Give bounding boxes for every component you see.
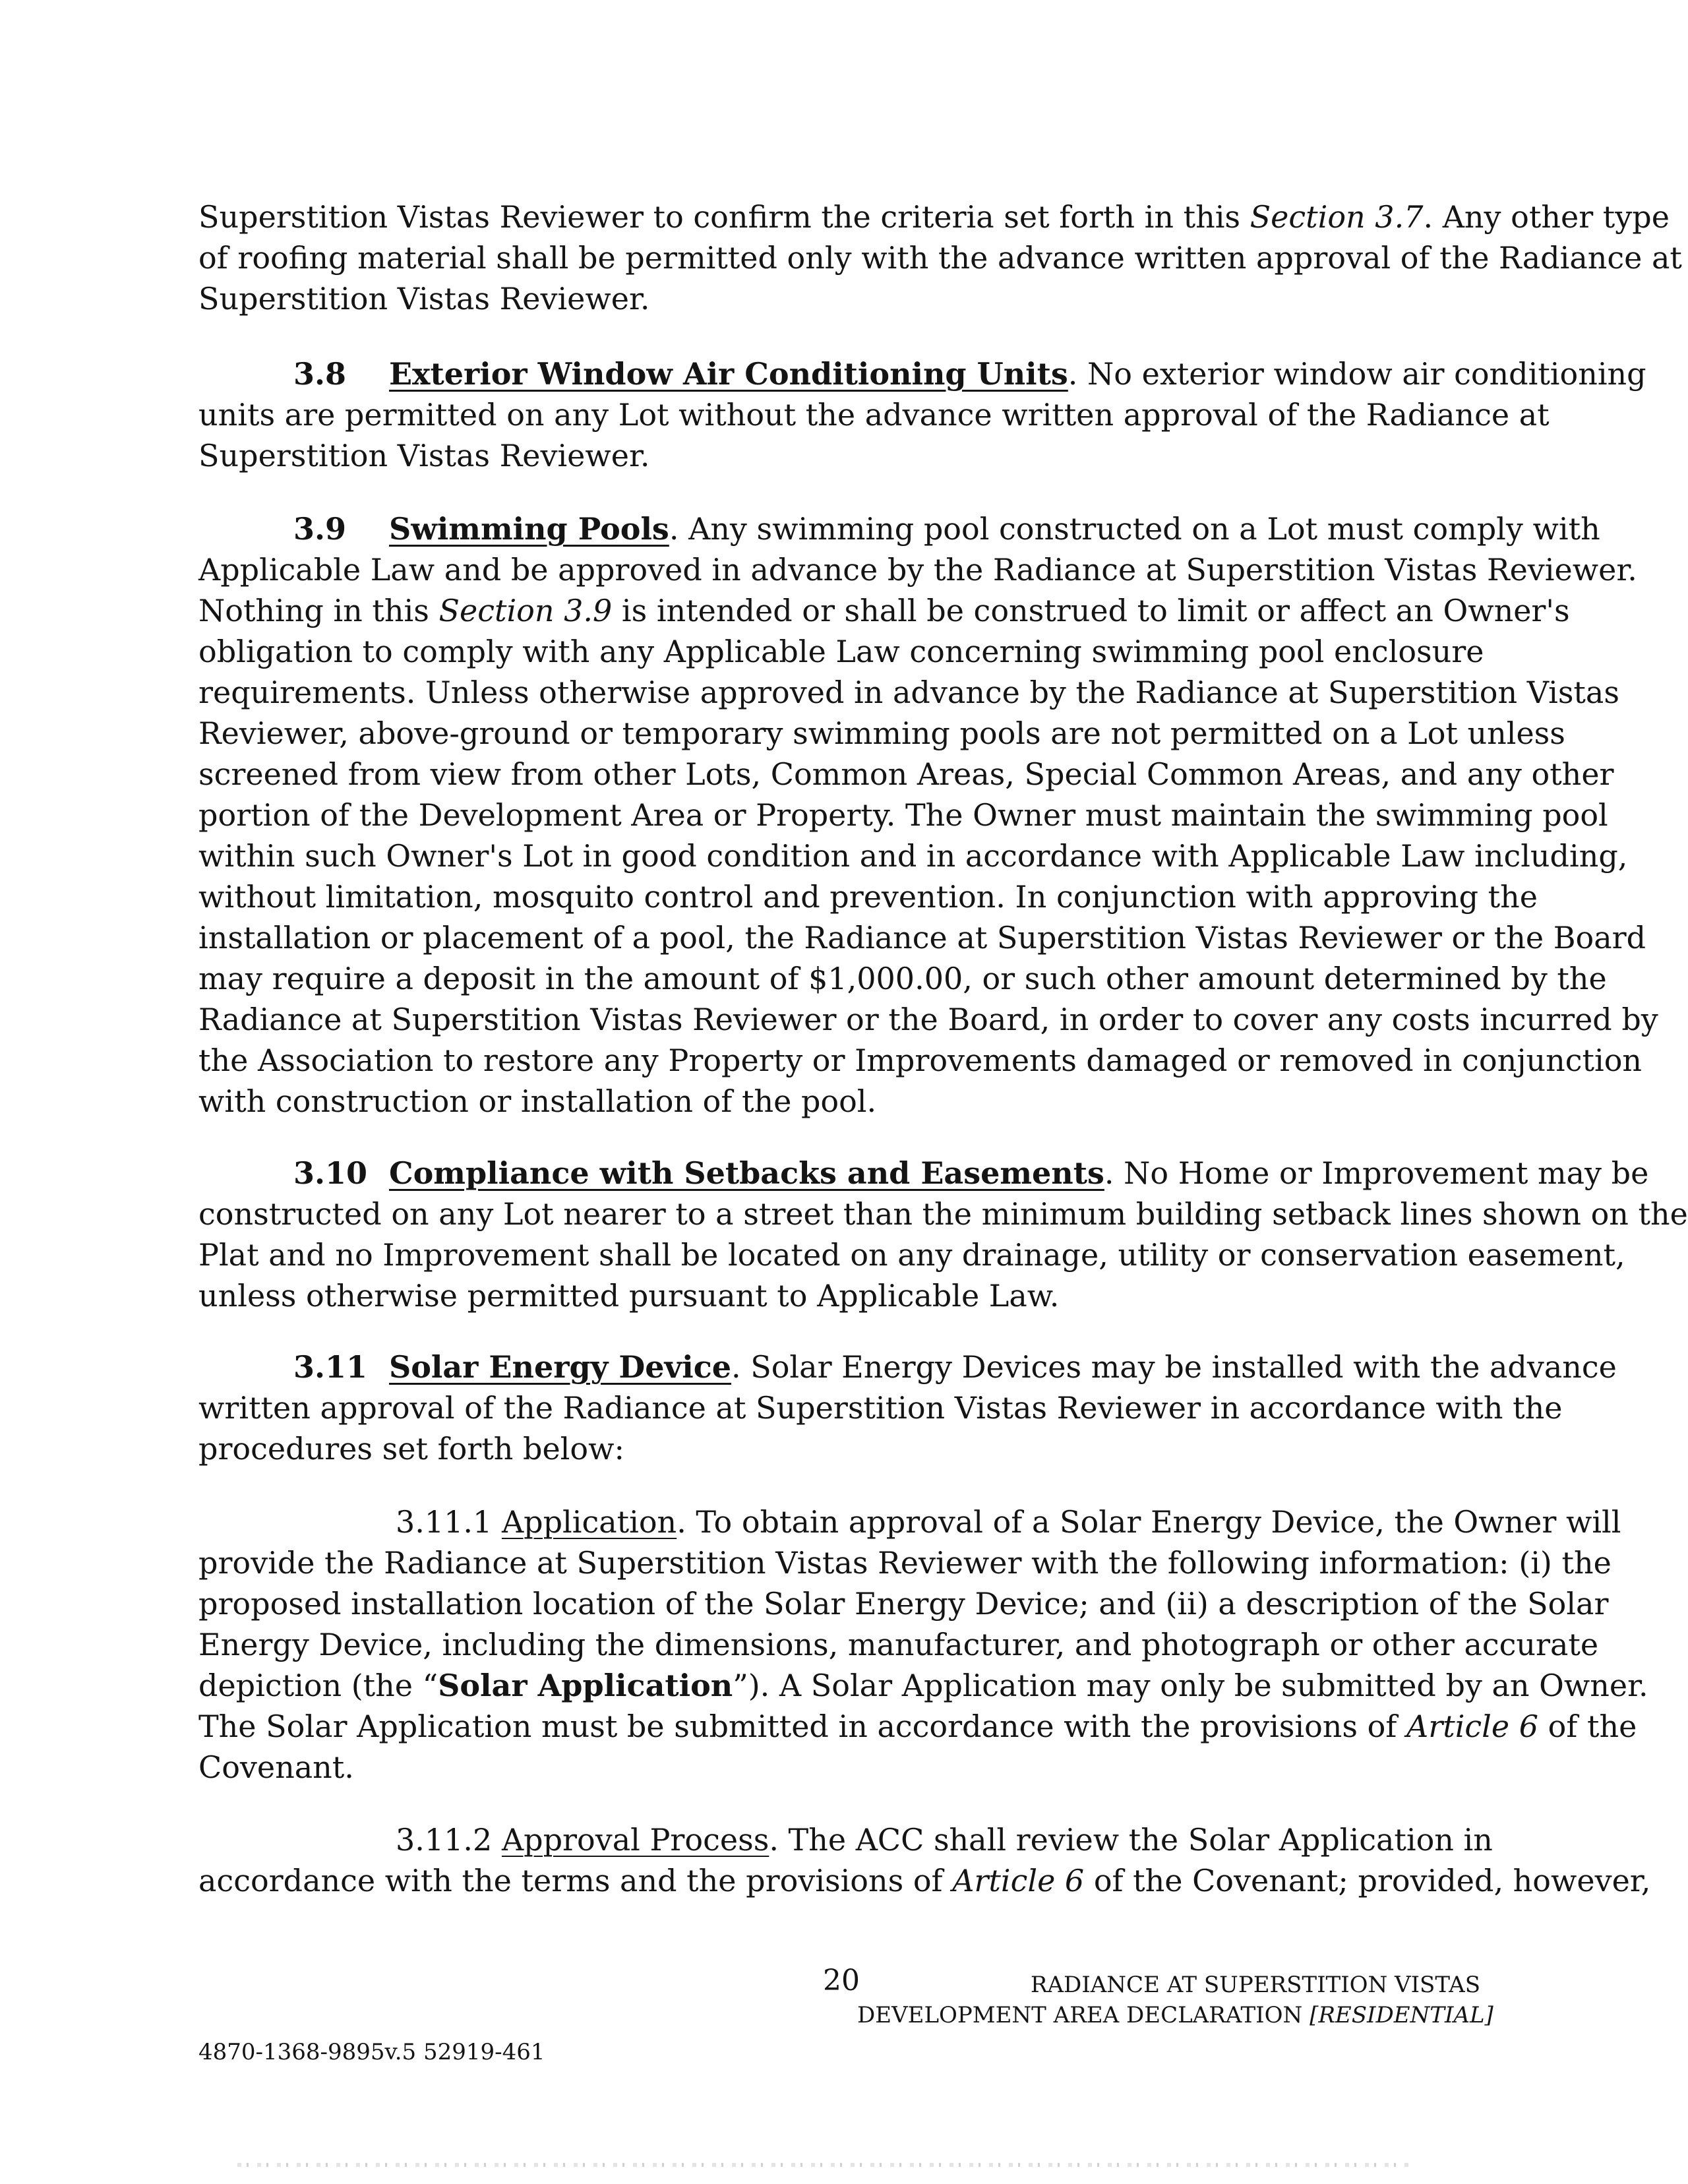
section-3-11-heading-line: 3.11 Solar Energy Device. Solar Energy Devices may be installed with the advance bbox=[293, 1347, 1480, 1387]
intro-line-1: Superstition Vistas Reviewer to confirm the criteria set forth in this Section 3.7. Any other type bbox=[198, 199, 1670, 235]
section-3-9-line: Radiance at Superstition Vistas Reviewer or the Board, in order to cover any costs incurred by bbox=[198, 1002, 1658, 1037]
section-3-11-1-line: proposed installation location of the Solar Energy Device; and (ii) a description of the Solar bbox=[198, 1586, 1609, 1622]
section-number: 3.11.1 bbox=[396, 1504, 493, 1540]
section-heading: Swimming Pools bbox=[389, 511, 669, 547]
section-number: 3.10 bbox=[293, 1155, 368, 1191]
section-3-9-line: screened from view from other Lots, Common Areas, Special Common Areas, and any other bbox=[198, 756, 1614, 792]
section-3-8-heading-line: 3.8 Exterior Window Air Conditioning Units. No exterior window air conditioning bbox=[293, 353, 1480, 394]
section-3-10-heading-line: 3.10 Compliance with Setbacks and Easements. No Home or Improvement may be bbox=[293, 1153, 1480, 1194]
section-3-11-2-heading-line: 3.11.2 Approval Process. The ACC shall review the Solar Application in bbox=[396, 1822, 1493, 1858]
section-3-10-line: constructed on any Lot nearer to a street than the minimum building setback lines shown on the bbox=[198, 1196, 1688, 1232]
section-3-9-line: without limitation, mosquito control and prevention. In conjunction with approving the bbox=[198, 879, 1538, 915]
section-3-11-1-heading-line: 3.11.1 Application. To obtain approval of a Solar Energy Device, the Owner will bbox=[396, 1504, 1621, 1540]
section-3-9-line: may require a deposit in the amount of $1,000.00, or such other amount determined by the bbox=[198, 961, 1607, 996]
section-heading: Application bbox=[501, 1504, 677, 1540]
section-3-8-line-2: units are permitted on any Lot without the advance written approval of the Radiance at bbox=[198, 397, 1550, 433]
section-3-9-line: within such Owner's Lot in good condition and in accordance with Applicable Law including, bbox=[198, 838, 1628, 874]
document-id: 4870-1368-9895v.5 52919-461 bbox=[198, 2039, 545, 2065]
section-3-10-line: Plat and no Improvement shall be located on any drainage, utility or conservation easement, bbox=[198, 1237, 1625, 1273]
section-3-9-line: requirements. Unless otherwise approved in advance by the Radiance at Superstition Vistas bbox=[198, 675, 1619, 710]
section-3-11-1-line: The Solar Application must be submitted in accordance with the provisions of Article 6 of the bbox=[198, 1709, 1637, 1744]
section-heading: Exterior Window Air Conditioning Units bbox=[389, 356, 1068, 392]
section-number: 3.8 bbox=[293, 356, 347, 392]
section-3-9-heading-line: 3.9 Swimming Pools. Any swimming pool constructed on a Lot must comply with bbox=[293, 508, 1480, 549]
section-3-9-line: Reviewer, above-ground or temporary swimming pools are not permitted on a Lot unless bbox=[198, 715, 1565, 751]
section-3-11-2-line: accordance with the terms and the provisions of Article 6 of the Covenant; provided, however, bbox=[198, 1863, 1651, 1898]
section-3-9-line: Applicable Law and be approved in advance by the Radiance at Superstition Vistas Reviewer. bbox=[198, 552, 1637, 588]
section-3-11-line: procedures set forth below: bbox=[198, 1431, 624, 1467]
section-heading: Approval Process bbox=[501, 1822, 769, 1858]
section-3-9-line: with construction or installation of the pool. bbox=[198, 1083, 877, 1119]
footer-title-line-1: RADIANCE AT SUPERSTITION VISTAS bbox=[1030, 1972, 1480, 1998]
section-3-11-1-line: Covenant. bbox=[198, 1749, 354, 1785]
intro-line-3: Superstition Vistas Reviewer. bbox=[198, 281, 650, 317]
section-3-11-1-line: Energy Device, including the dimensions, manufacturer, and photograph or other accurate bbox=[198, 1627, 1599, 1662]
section-3-9-line: installation or placement of a pool, the Radiance at Superstition Vistas Reviewer or the Board bbox=[198, 920, 1646, 956]
section-3-11-line: written approval of the Radiance at Superstition Vistas Reviewer in accordance with the bbox=[198, 1390, 1563, 1426]
section-3-11-1-line: depiction (the “Solar Application”). A Solar Application may only be submitted by an Owner. bbox=[198, 1668, 1648, 1703]
section-number: 3.11.2 bbox=[396, 1822, 493, 1858]
section-3-8-line-3: Superstition Vistas Reviewer. bbox=[198, 438, 650, 473]
section-3-9-line: the Association to restore any Property or Improvements damaged or removed in conjunction bbox=[198, 1043, 1643, 1078]
defined-term: Solar Application bbox=[438, 1668, 733, 1703]
section-3-10-line: unless otherwise permitted pursuant to Applicable Law. bbox=[198, 1278, 1060, 1314]
section-number: 3.9 bbox=[293, 511, 347, 547]
footer-title-line-2: DEVELOPMENT AREA DECLARATION [RESIDENTIAL] bbox=[857, 2002, 1493, 2028]
section-heading: Compliance with Setbacks and Easements bbox=[389, 1155, 1104, 1191]
intro-line-2: of roofing material shall be permitted only with the advance written approval of the Radiance at bbox=[198, 240, 1682, 276]
section-3-11-1-line: provide the Radiance at Superstition Vistas Reviewer with the following information: (i) the bbox=[198, 1545, 1612, 1581]
section-3-9-line: obligation to comply with any Applicable Law concerning swimming pool enclosure bbox=[198, 634, 1484, 669]
scan-artifact-line bbox=[237, 2163, 1411, 2167]
section-3-9-line: portion of the Development Area or Property. The Owner must maintain the swimming pool bbox=[198, 797, 1608, 833]
section-3-9-line: Nothing in this Section 3.9 is intended or shall be construed to limit or affect an Owner's bbox=[198, 593, 1570, 628]
page-number: 20 bbox=[823, 1964, 860, 1997]
section-heading: Solar Energy Device bbox=[389, 1349, 731, 1385]
section-number: 3.11 bbox=[293, 1349, 368, 1385]
